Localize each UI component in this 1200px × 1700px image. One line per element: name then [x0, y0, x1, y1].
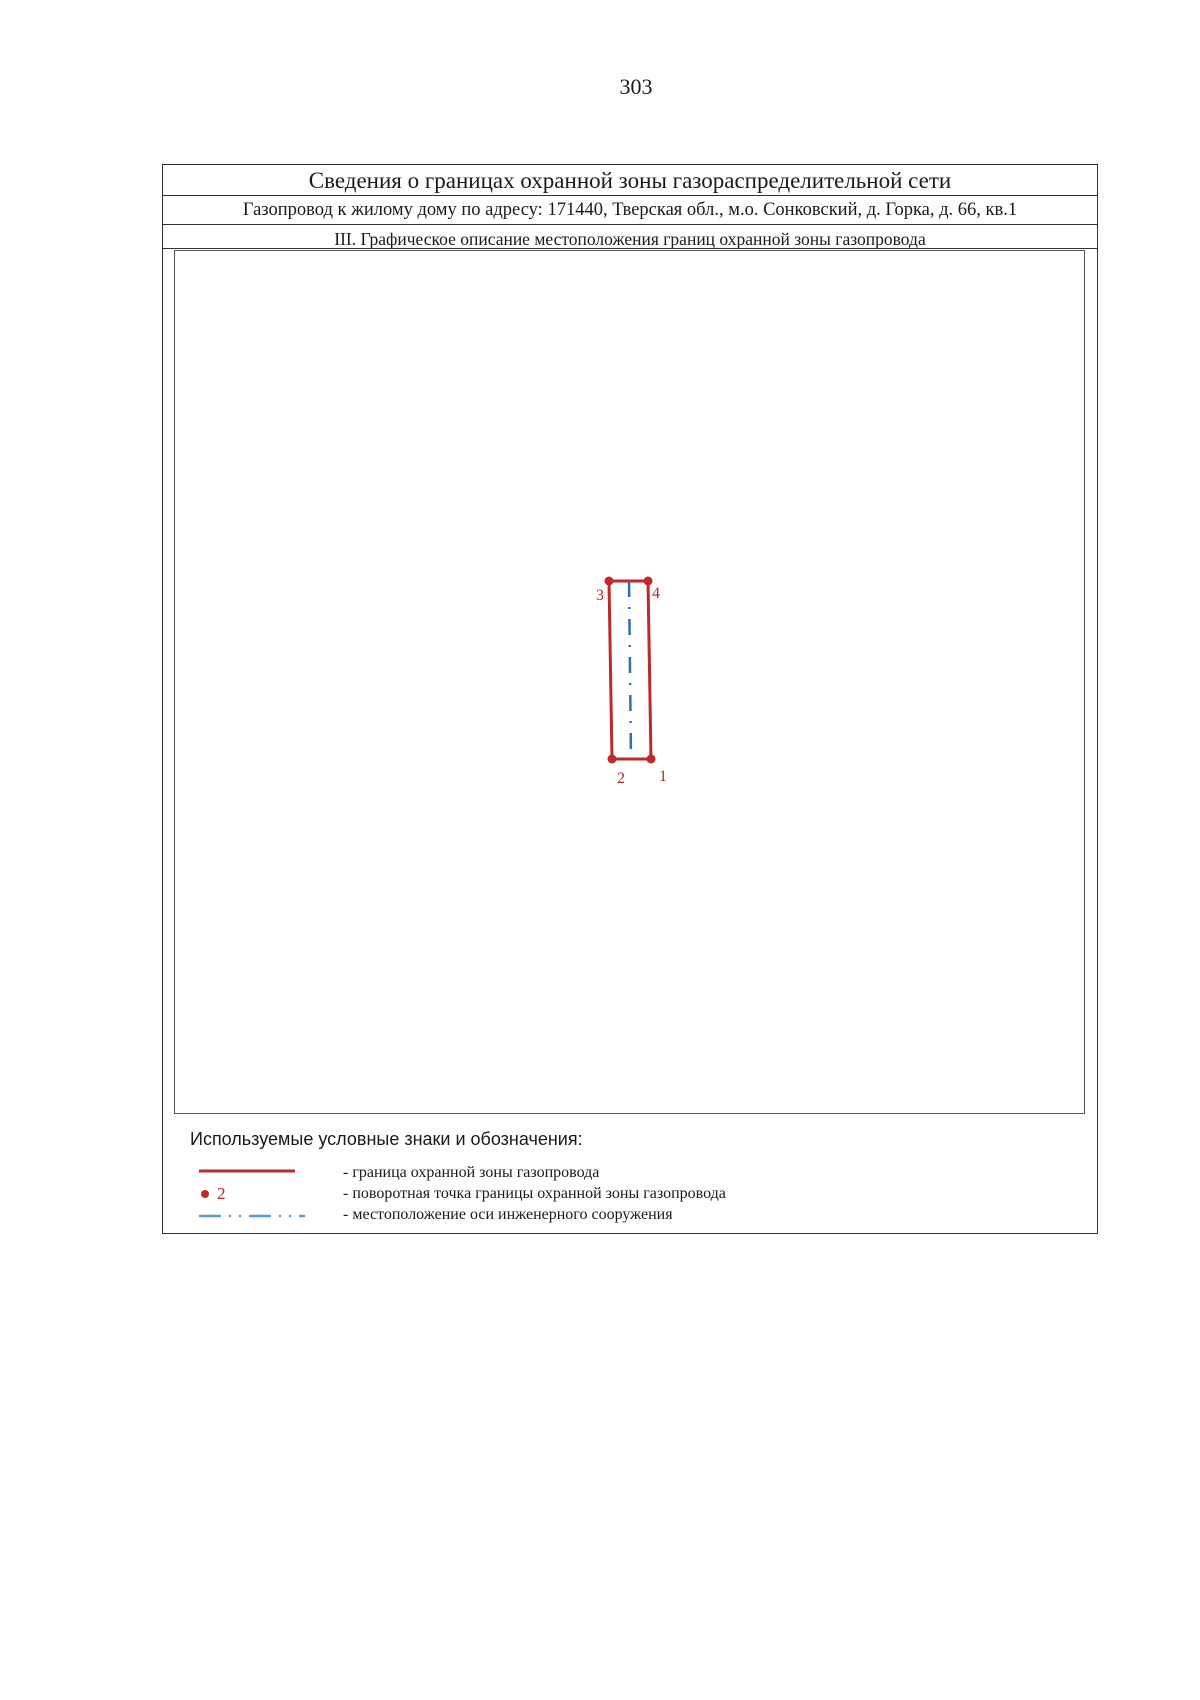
legend-point-label: 2	[217, 1184, 226, 1203]
legend-item-turning-point	[163, 1184, 1093, 1204]
point-label-4: 4	[652, 585, 660, 602]
turning-point-2	[608, 755, 617, 764]
legend-item-axis	[163, 1205, 1093, 1225]
legend-desc-turning-point: - поворотная точка границы охранной зоны газопровода	[343, 1185, 726, 1202]
legend-desc-boundary: - граница охранной зоны газопровода	[343, 1164, 600, 1181]
zone-plan-svg	[175, 251, 1084, 1113]
legend-symbol-boundary-line	[199, 1163, 299, 1183]
sheet-title: Сведения о границах охранной зоны газораспределительной сети	[163, 165, 1097, 196]
red-dot-icon	[199, 1184, 215, 1204]
object-description: Газопровод к жилому дому по адресу: 171440, Тверская обл., м.о. Сонковский, д. Горка, д. 66, кв.1	[163, 196, 1097, 225]
graphic-drawing-area	[174, 250, 1085, 1114]
legend-symbol-axis-line	[199, 1205, 299, 1225]
legend-symbol-turning-point	[199, 1184, 299, 1204]
point-label-3: 3	[596, 587, 604, 604]
blue-dash-dot-line-icon	[199, 1205, 309, 1225]
point-label-1: 1	[659, 768, 667, 785]
page-number: 303	[619, 74, 653, 99]
legend-title: Используемые условные знаки и обозначения:	[190, 1129, 583, 1149]
red-line-icon	[199, 1163, 299, 1183]
engineering-axis-line	[629, 581, 631, 759]
point-label-2: 2	[617, 770, 625, 787]
legend-item-boundary	[163, 1163, 1093, 1183]
turning-point-1	[647, 755, 656, 764]
protection-zone-sheet	[162, 164, 1098, 1234]
legend-desc-axis: - местоположение оси инженерного сооружения	[343, 1206, 673, 1223]
turning-point-3	[605, 577, 614, 586]
section-title: III. Графическое описание местоположения границ охранной зоны газопровода	[163, 225, 1097, 249]
